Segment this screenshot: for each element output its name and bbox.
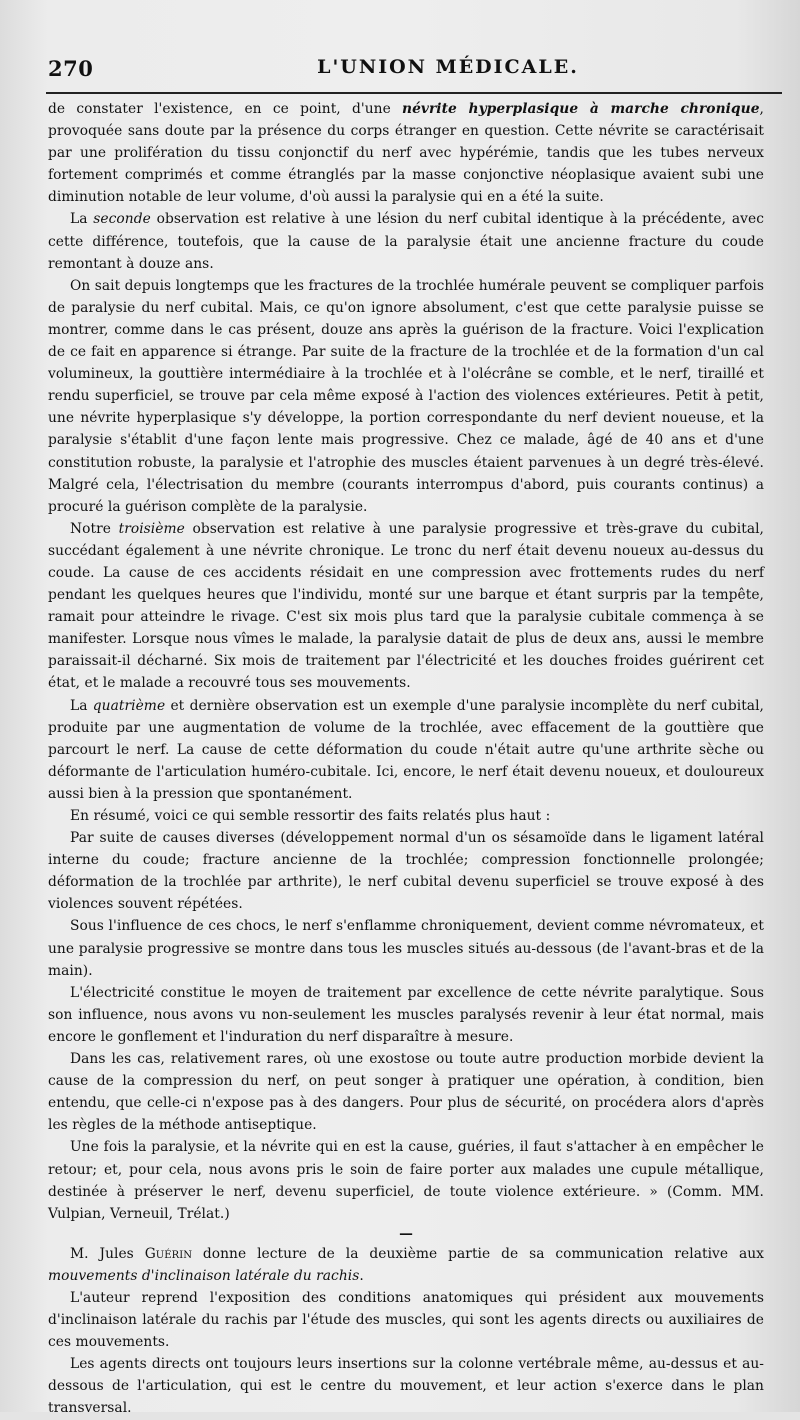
emphasis-second: seconde: [93, 211, 151, 228]
paragraph-6: En résumé, voici ce qui semble ressortir des faits relatés plus haut :: [70, 808, 551, 824]
emphasis-topic: mouvements d'inclinaison latérale du rachis: [48, 1267, 360, 1284]
page-number: 270: [48, 56, 94, 81]
emphasis-neuritis: névrite hyperplasique à marche chronique: [402, 101, 760, 117]
journal-title: L'UNION MÉDICALE.: [317, 56, 579, 78]
paragraph-7: Par suite de causes diverses (développement normal d'un os sésamoïde dans le ligament latéral interne du coude; fracture ancienne de la trochlée; compression fonctionnelle prolongée; déformation de la trochlée par arthrite), le nerf cubital devenu superficiel se trouve exposé à des violences souvent répétées.: [48, 830, 764, 913]
paragraph-3: On sait depuis longtemps que les fractures de la trochlée humérale peuvent se compliquer parfois de paralysie du nerf cubital. Mais, ce qu'on ignore absolument, c'est que cette paralysie puisse se montrer, comme dans le cas présent, douze ans après la guérison de la fracture. Voici l'explication de ce fait en apparence si étrange. Par suite de la fracture de la trochlée et de la formation d'un cal volumineux, la gouttière intermédiaire à la trochlée et à l'olécrâne se comble, et le nerf, tiraillé et rendu superficiel, se trouve par cela même exposé à l'action des violences extérieures. Petit à petit, une névrite hyperplasique s'y développe, la portion correspondante du nerf devient noueuse, et la paralysie s'établit d'une façon lente mais progressive. Chez ce malade, âgé de 40 ans et d'une constitution robuste, la paralysie et l'atrophie des muscles étaient parvenues à un degré très-élevé. Malgré cela, l'électrisation du membre (courants interrompus d'abord, puis courants continus) a procuré la guérison complète de la paralysie.: [48, 277, 764, 515]
paragraph-11: Une fois la paralysie, et la névrite qui en est la cause, guéries, il faut s'attacher à en empêcher le retour; et, pour cela, nous avons pris le soin de faire porter aux malades une cupule métallique, destinée à préserver le nerf, devenu superficiel, de toute violence extérieure. » (Comm. MM. Vulpian, Verneuil, Trélat.): [48, 1139, 764, 1222]
emphasis-third: troisième: [118, 520, 185, 537]
paragraph-2: La seconde observation est relative à une lésion du nerf cubital identique à la précédente, avec cette différence, toutefois, que la cause de la paralysie était une ancienne fracture du coude remontant à douze ans.: [48, 211, 764, 272]
closing-paragraph-1: L'auteur reprend l'exposition des conditions anatomiques qui président aux mouvements d'inclinaison latérale du rachis par l'étude des muscles, qui sont les agents directs ou auxiliaires de ces mouvements.: [48, 1289, 764, 1351]
communication-paragraph: M. Jules Guérin donne lecture de la deuxième partie de sa communication relative aux mouvements d'inclinaison latérale du rachis.: [48, 1245, 765, 1284]
section-separator: —: [399, 1225, 413, 1242]
article-body: [48, 98, 764, 1420]
closing-paragraph-2: Les agents directs ont toujours leurs insertions sur la colonne vertébrale même, au-dessus et au-dessous de l'articulation, qui est le centre du mouvement, et leur action s'exerce dans le plan transversal.: [48, 1356, 764, 1417]
paragraph-5: La quatrième et dernière observation est un exemple d'une paralysie incomplète du nerf cubital, produite par une augmentation de volume de la trochlée, avec effacement de la gouttière que parcourt le nerf. La cause de cette déformation du coude n'était autre qu'une arthrite sèche ou déformante de l'articulation huméro-cubitale. Ici, encore, le nerf était devenu noueux, et douloureux aussi bien à la pression que spontanément.: [48, 697, 764, 802]
paragraph-9: L'électricité constitue le moyen de traitement par excellence de cette névrite paralytique. Sous son influence, nous avons vu non-seulement les muscles paralysés revenir à leur état normal, mais encore le gonflement et l'induration du nerf disparaître à mesure.: [48, 984, 764, 1045]
paragraph-4: Notre troisième observation est relative à une paralysie progressive et très-grave du cubital, succédant également à une névrite chronique. Le tronc du nerf était devenu noueux au-dessus du coude. La cause de ces accidents résidait en une compression avec frottements rudes du nerf pendant les quelques heures que l'individu, monté sur une barque et étant surpris par la tempête, ramait pour atteindre le rivage. C'est six mois plus tard que la paralysie cubitale commença à se manifester. Lorsque nous vîmes le malade, la paralysie datait de plus de deux ans, aussi le membre paraissait-il décharné. Six mois de traitement par l'électricité et les douches froides guérirent cet état, et le malade a recouvré tous ses mouvements.: [48, 520, 764, 692]
paragraph-8: Sous l'influence de ces chocs, le nerf s'enflamme chroniquement, devient comme névromateux, et une paralysie progressive se montre dans tous les muscles situés au-dessous (de l'avant-bras et de la main).: [48, 918, 764, 979]
paragraph-1: de constater l'existence, en ce point, d'une névrite hyperplasique à marche chronique, provoquée sans doute par la présence du corps étranger en question. Cette névrite se caractérisait par une prolifération du tissu conjonctif du nerf avec hypérémie, tandis que les tubes nerveux fortement comprimés et comme étranglés par la masse conjonctive néoplasique avaient subi une diminution notable de leur volume, d'où aussi la paralysie qui en a été la suite.: [48, 101, 764, 206]
author-name: Guérin: [144, 1245, 192, 1262]
page-header: [48, 54, 778, 84]
emphasis-fourth: quatrième: [92, 697, 166, 714]
paragraph-10: Dans les cas, relativement rares, où une exostose ou toute autre production morbide devient la cause de la compression du nerf, on peut songer à pratiquer une opération, à condition, bien entendu, que celle-ci n'expose pas à des dangers. Pour plus de sécurité, on procédera alors d'après les règles de la méthode antiseptique.: [48, 1051, 764, 1134]
header-rule: [46, 92, 782, 94]
